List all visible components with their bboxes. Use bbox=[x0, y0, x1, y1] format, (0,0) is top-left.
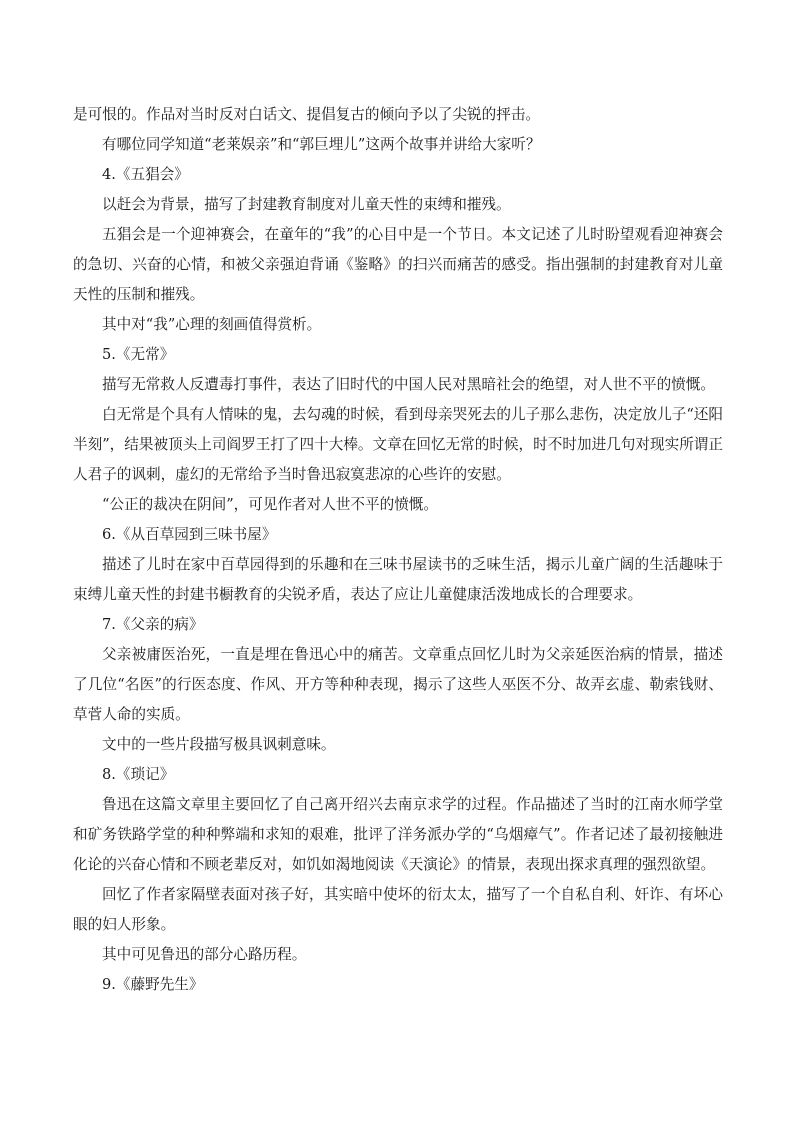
paragraph: 是可恨的。作品对当时反对白话文、提倡复古的倾向予以了尖锐的抨击。 bbox=[73, 106, 541, 123]
paragraph: 文中的一些片段描写极具讽刺意味。 bbox=[102, 736, 336, 753]
paragraph: 描述了儿时在家中百草园得到的乐趣和在三味书屋读书的乏味生活，揭示儿童广阔的生活趣味于束缚儿童天性的封建书橱教育的尖锐矛盾，表达了应让儿童健康活泼地成长的合理要求。 bbox=[73, 556, 723, 603]
section-heading-baicaoyuan: 6.《从百草园到三味书屋》 bbox=[102, 526, 277, 543]
section-heading-suoji: 8.《琐记》 bbox=[102, 766, 175, 783]
paragraph: 五猖会是一个迎神赛会，在童年的“我”的心目中是一个节日。本文记述了儿时盼望观看迎神赛会的急切、兴奋的心情，和被父亲强迫背诵《鉴略》的扫兴而痛苦的感受。指出强制的封建教育对儿童天性的压制和摧残。 bbox=[73, 226, 723, 303]
section-heading-wuchanghui: 4.《五猖会》 bbox=[102, 166, 189, 183]
section-heading-fuqindebing: 7.《父亲的病》 bbox=[102, 616, 204, 633]
paragraph: 有哪位同学知道“老莱娱亲”和“郭巨埋儿”这两个故事并讲给大家听？ bbox=[102, 136, 541, 153]
paragraph: 其中对“我”心理的刻画值得赏析。 bbox=[102, 316, 322, 333]
paragraph: “公正的裁决在阴间”，可见作者对人世不平的愤慨。 bbox=[102, 496, 438, 513]
paragraph: 以赶会为背景，描写了封建教育制度对儿童天性的束缚和摧残。 bbox=[102, 196, 511, 213]
section-heading-wuchang: 5.《无常》 bbox=[102, 346, 175, 363]
paragraph: 父亲被庸医治死，一直是埋在鲁迅心中的痛苦。文章重点回忆儿时为父亲延医治病的情景，描述了几位“名医”的行医态度、作风、开方等种种表现，揭示了这些人巫医不分、故弄玄虚、勒索钱财、草菅人命的实质。 bbox=[73, 646, 723, 723]
paragraph: 回忆了作者家隔壁表面对孩子好，其实暗中使坏的衍太太，描写了一个自私自利、奸诈、有坏心眼的妇人形象。 bbox=[73, 886, 723, 933]
paragraph: 白无常是个具有人情味的鬼，去勾魂的时候，看到母亲哭死去的儿子那么悲伤，决定放儿子“还阳半刻”，结果被顶头上司阎罗王打了四十大棒。文章在回忆无常的时候，时不时加进几句对现实所谓正人君子的讽刺，虚幻的无常给予当时鲁迅寂寞悲凉的心些许的安慰。 bbox=[73, 406, 723, 483]
document-body bbox=[73, 100, 723, 1000]
paragraph: 鲁迅在这篇文章里主要回忆了自己离开绍兴去南京求学的过程。作品描述了当时的江南水师学堂和矿务铁路学堂的种种弊端和求知的艰难，批评了洋务派办学的“乌烟瘴气”。作者记述了最初接触进化论的兴奋心情和不顾老辈反对，如饥如渴地阅读《天演论》的情景，表现出探求真理的强烈欲望。 bbox=[73, 796, 723, 873]
paragraph: 描写无常救人反遭毒打事件，表达了旧时代的中国人民对黑暗社会的绝望，对人世不平的愤慨。 bbox=[102, 376, 715, 393]
paragraph: 其中可见鲁迅的部分心路历程。 bbox=[102, 946, 307, 963]
section-heading-tengye: 9.《藤野先生》 bbox=[102, 976, 204, 993]
